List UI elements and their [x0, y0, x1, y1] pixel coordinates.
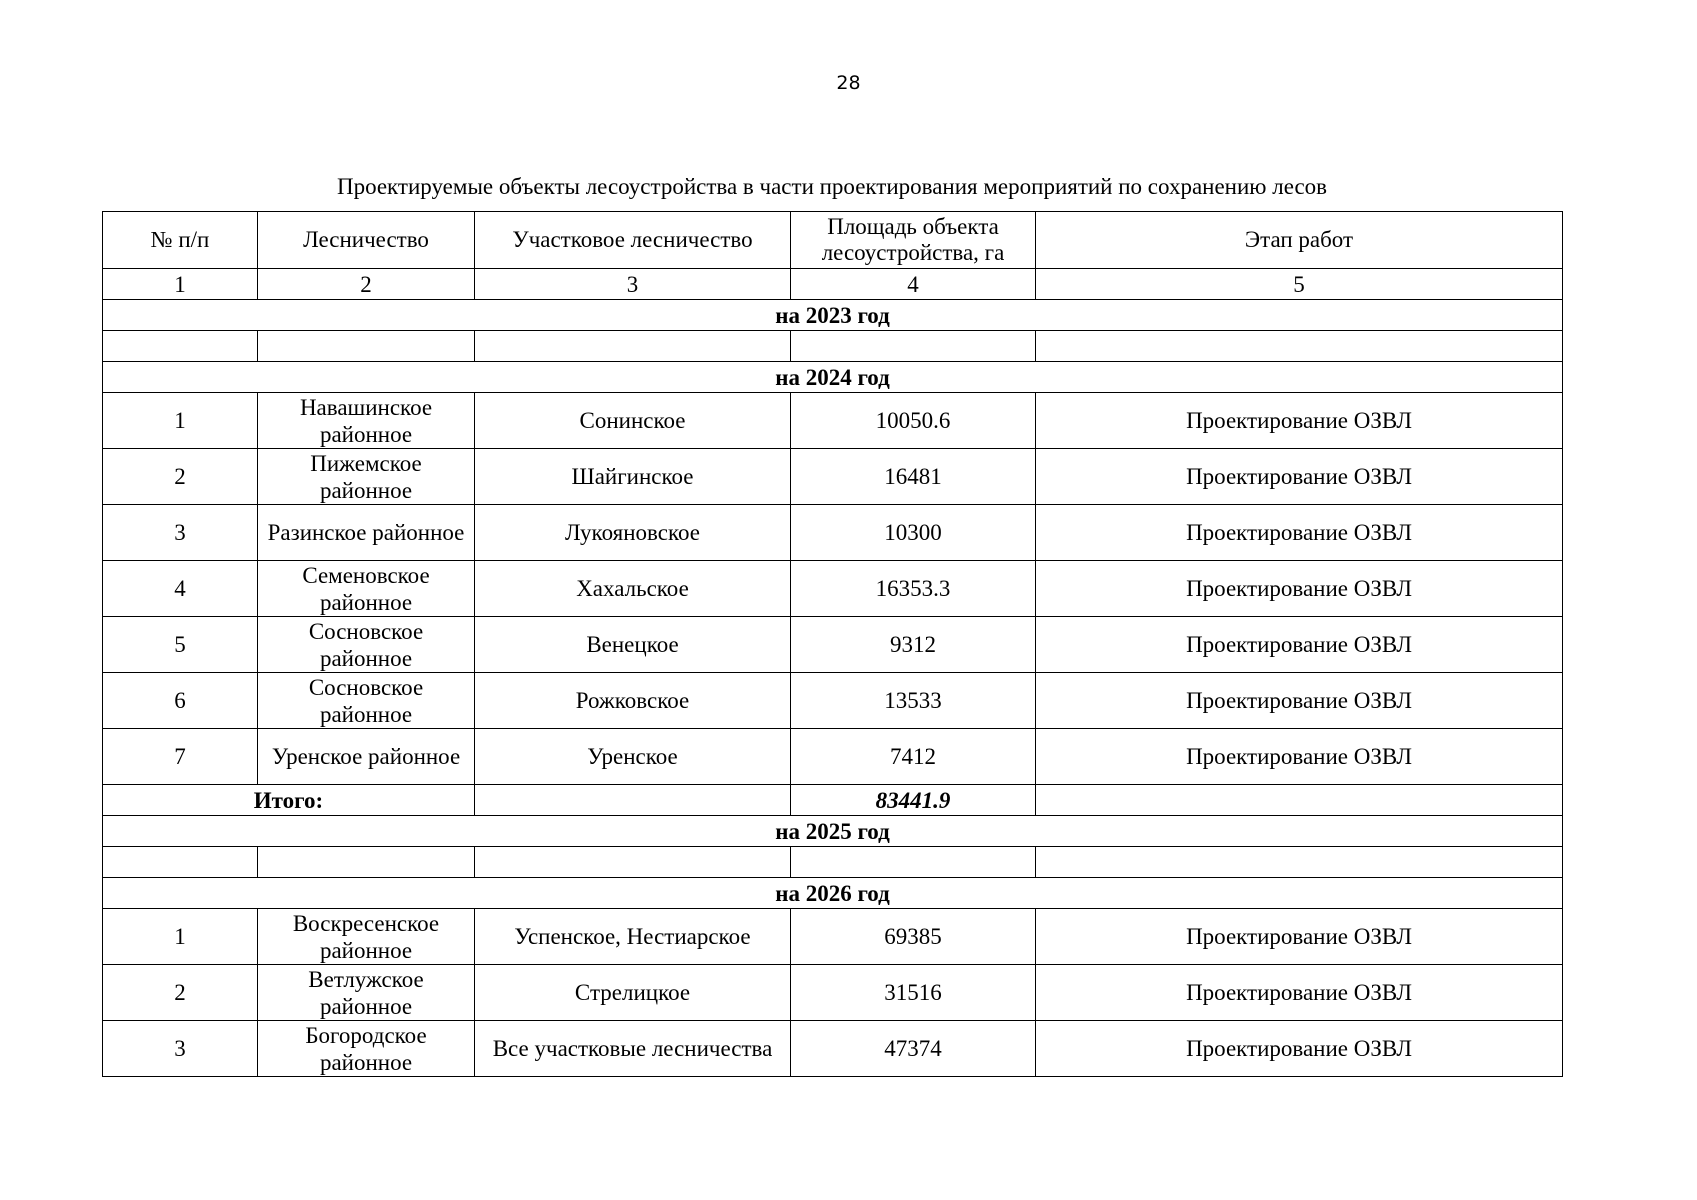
- table-row: [103, 505, 1563, 561]
- empty-cell: [103, 331, 258, 362]
- row-number: 4: [103, 561, 258, 617]
- work-stage: Проектирование ОЗВЛ: [1036, 561, 1563, 617]
- empty-cell: [791, 847, 1036, 878]
- year-2023-heading: на 2023 год: [103, 300, 1563, 331]
- work-stage: Проектирование ОЗВЛ: [1036, 617, 1563, 673]
- forestry-name: Разинское районное: [258, 505, 475, 561]
- row-number: 1: [103, 393, 258, 449]
- table-row: [103, 1021, 1563, 1077]
- table-row: [103, 673, 1563, 729]
- column-number: 2: [258, 269, 475, 300]
- empty-row: [103, 847, 1563, 878]
- year-section-row: [103, 878, 1563, 909]
- row-number: 6: [103, 673, 258, 729]
- page-number: 28: [836, 72, 861, 94]
- table-row: [103, 561, 1563, 617]
- district-name: Уренское: [475, 729, 791, 785]
- table-row: [103, 729, 1563, 785]
- forestry-name: Сосновское районное: [258, 673, 475, 729]
- row-number: 2: [103, 965, 258, 1021]
- area-value: 47374: [791, 1021, 1036, 1077]
- table-title: Проектируемые объекты лесоустройства в части проектирования мероприятий по сохранению лесов: [336, 174, 1328, 199]
- work-stage: Проектирование ОЗВЛ: [1036, 729, 1563, 785]
- column-number: 1: [103, 269, 258, 300]
- forest-objects-table: [102, 211, 1563, 1077]
- empty-cell: [1036, 331, 1563, 362]
- year-section-row: [103, 362, 1563, 393]
- area-value: 13533: [791, 673, 1036, 729]
- table-row: [103, 449, 1563, 505]
- row-number: 5: [103, 617, 258, 673]
- empty-row: [103, 331, 1563, 362]
- area-value: 31516: [791, 965, 1036, 1021]
- district-name: Все участковые лесничества: [475, 1021, 791, 1077]
- forestry-name: Ветлужское районное: [258, 965, 475, 1021]
- forestry-name: Навашинское районное: [258, 393, 475, 449]
- row-number: 1: [103, 909, 258, 965]
- forestry-name: Воскресенское районное: [258, 909, 475, 965]
- header-row: [103, 212, 1563, 269]
- forestry-name: Богородское районное: [258, 1021, 475, 1077]
- area-value: 16353.3: [791, 561, 1036, 617]
- row-number: 7: [103, 729, 258, 785]
- area-value: 7412: [791, 729, 1036, 785]
- row-number: 3: [103, 505, 258, 561]
- empty-cell: [791, 331, 1036, 362]
- district-name: Рожковское: [475, 673, 791, 729]
- empty-cell: [1036, 785, 1563, 816]
- work-stage: Проектирование ОЗВЛ: [1036, 909, 1563, 965]
- empty-cell: [258, 331, 475, 362]
- table-row: [103, 393, 1563, 449]
- empty-cell: [475, 785, 791, 816]
- work-stage: Проектирование ОЗВЛ: [1036, 673, 1563, 729]
- table-row: [103, 617, 1563, 673]
- column-number: 4: [791, 269, 1036, 300]
- empty-cell: [258, 847, 475, 878]
- empty-cell: [475, 847, 791, 878]
- district-name: Хахальское: [475, 561, 791, 617]
- year-section-row: [103, 300, 1563, 331]
- area-value: 16481: [791, 449, 1036, 505]
- row-number: 2: [103, 449, 258, 505]
- work-stage: Проектирование ОЗВЛ: [1036, 393, 1563, 449]
- forestry-name: Семеновское районное: [258, 561, 475, 617]
- empty-cell: [103, 847, 258, 878]
- row-number: 3: [103, 1021, 258, 1077]
- district-name: Лукояновское: [475, 505, 791, 561]
- forestry-name: Сосновское районное: [258, 617, 475, 673]
- total-value: 83441.9: [791, 785, 1036, 816]
- district-name: Венецкое: [475, 617, 791, 673]
- table-row: [103, 909, 1563, 965]
- work-stage: Проектирование ОЗВЛ: [1036, 965, 1563, 1021]
- column-numbers-row: [103, 269, 1563, 300]
- total-label: Итого:: [103, 785, 475, 816]
- empty-cell: [475, 331, 791, 362]
- empty-cell: [1036, 847, 1563, 878]
- year-2024-heading: на 2024 год: [103, 362, 1563, 393]
- area-value: 10050.6: [791, 393, 1036, 449]
- work-stage: Проектирование ОЗВЛ: [1036, 1021, 1563, 1077]
- header-cell: Участковое лесничество: [475, 212, 791, 269]
- district-name: Сонинское: [475, 393, 791, 449]
- forestry-name: Пижемское районное: [258, 449, 475, 505]
- work-stage: Проектирование ОЗВЛ: [1036, 449, 1563, 505]
- header-cell: Площадь объекта лесоустройства, га: [791, 212, 1036, 269]
- area-value: 69385: [791, 909, 1036, 965]
- district-name: Стрелицкое: [475, 965, 791, 1021]
- header-cell: Этап работ: [1036, 212, 1563, 269]
- header-cell: № п/п: [103, 212, 258, 269]
- year-2025-heading: на 2025 год: [103, 816, 1563, 847]
- total-row: [103, 785, 1563, 816]
- area-value: 9312: [791, 617, 1036, 673]
- area-value: 10300: [791, 505, 1036, 561]
- year-section-row: [103, 816, 1563, 847]
- column-number: 5: [1036, 269, 1563, 300]
- district-name: Успенское, Нестиарское: [475, 909, 791, 965]
- district-name: Шайгинское: [475, 449, 791, 505]
- year-2026-heading: на 2026 год: [103, 878, 1563, 909]
- column-number: 3: [475, 269, 791, 300]
- work-stage: Проектирование ОЗВЛ: [1036, 505, 1563, 561]
- forestry-name: Уренское районное: [258, 729, 475, 785]
- header-cell: Лесничество: [258, 212, 475, 269]
- table-row: [103, 965, 1563, 1021]
